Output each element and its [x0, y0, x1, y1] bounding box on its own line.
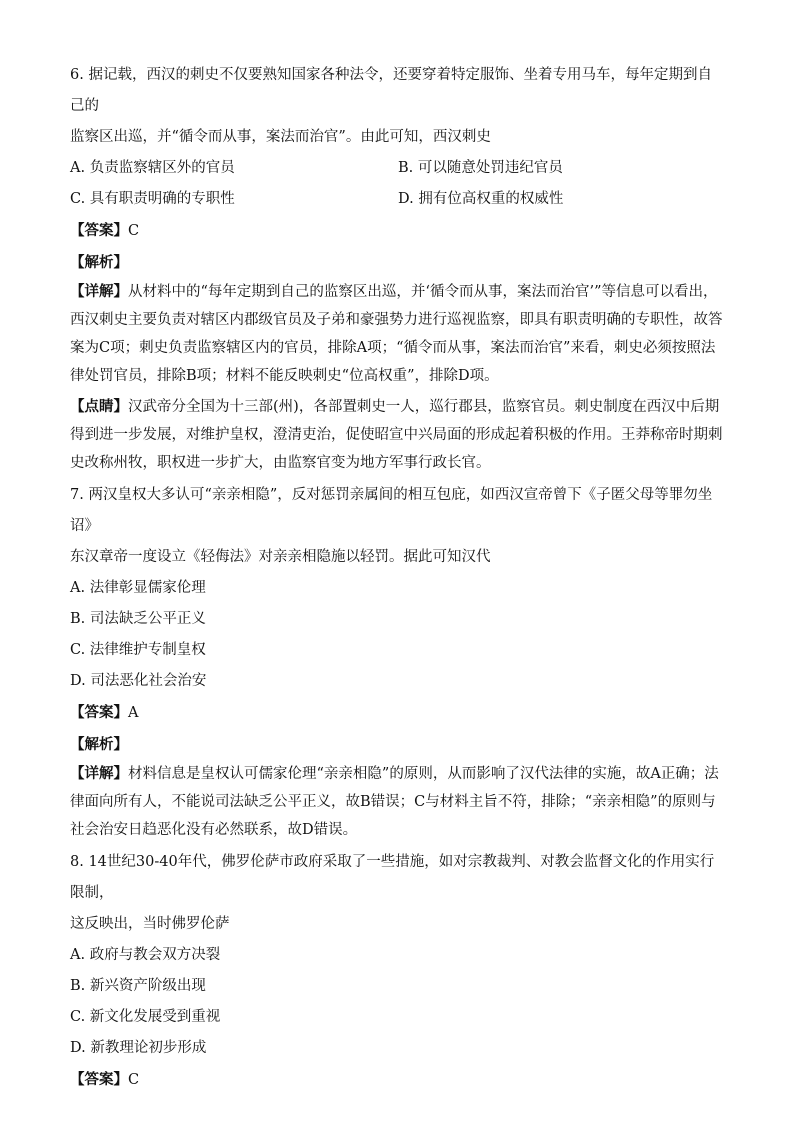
- q7-option-a: A. 法律彰显儒家伦理: [70, 580, 206, 596]
- q6-option-d: D. 拥有位高权重的权威性: [398, 191, 564, 207]
- q7-stem-line2: 东汉章帝一度设立《轻侮法》对亲亲相隐施以轻罚。据此可知汉代: [70, 549, 491, 565]
- q6-options-row2: [70, 184, 726, 215]
- detail-text: 材料信息是皇权认可儒家伦理“亲亲相隐”的原则，从而影响了汉代法律的实施，故A正确；法律面向所有人，不能说司法缺乏公平正义，故B错误；C与材料主旨不符，排除；“亲亲相隐”的原则与社会治安日趋恶化没有必然联系，故D错误。: [70, 766, 719, 838]
- q6-answer: [70, 215, 726, 247]
- q7-detail: [70, 760, 726, 844]
- q8-stem-line2: 这反映出，当时佛罗伦萨: [70, 916, 230, 932]
- detail-text: 从材料中的“每年定期到自己的监察区出巡，并‘循令而从事，案法而治官’”等信息可以看出，西汉刺史主要负责对辖区内郡级官员及子弟和豪强势力进行巡视监察，即具有职责明确的专职性，故答案为C项；刺史负责监察辖区内的官员，排除A项；“循令而从事，案法而治官”来看，刺史必须按照法律处罚官员，排除B项；材料不能反映刺史“位高权重”，排除D项。: [70, 284, 723, 384]
- q6-options-row1: [70, 153, 726, 184]
- document-page: [70, 60, 726, 1096]
- q7-option-b: B. 司法缺乏公平正义: [70, 611, 206, 627]
- q6-option-a: A. 负责监察辖区外的官员: [70, 160, 235, 176]
- answer-tag: 【答案】: [70, 704, 128, 721]
- q8-option-b: B. 新兴资产阶级出现: [70, 978, 206, 994]
- note-tag: 【点睛】: [70, 398, 128, 415]
- q6-note: [70, 393, 726, 477]
- q7-option-d: D. 司法恶化社会治安: [70, 673, 207, 689]
- q6-stem-line2: 监察区出巡，并“循令而从事，案法而治官”。由此可知，西汉刺史: [70, 129, 491, 145]
- q6-analysis-tag: 【解析】: [70, 254, 128, 271]
- answer-tag: 【答案】: [70, 222, 128, 239]
- q7-stem-line1: 7. 两汉皇权大多认可“亲亲相隐”，反对惩罚亲属间的相互包庇，如西汉宣帝曾下《子匿父母等罪勿坐诏》: [70, 487, 713, 534]
- answer-value: C: [128, 223, 140, 239]
- q6-option-c: C. 具有职责明确的专职性: [70, 191, 235, 207]
- q8-answer: [70, 1064, 726, 1096]
- q7-analysis-tag: 【解析】: [70, 736, 128, 753]
- answer-tag: 【答案】: [70, 1071, 128, 1088]
- q6-option-b: B. 可以随意处罚违纪官员: [398, 160, 563, 176]
- q8-option-a: A. 政府与教会双方决裂: [70, 947, 221, 963]
- q6-stem-line1: 6. 据记载，西汉的刺史不仅要熟知国家各种法令，还要穿着特定服饰、坐着专用马车，每年定期到自己的: [70, 67, 712, 114]
- answer-value: A: [128, 705, 139, 721]
- q7-answer: [70, 697, 726, 729]
- q8-option-c: C. 新文化发展受到重视: [70, 1009, 221, 1025]
- q8-stem-line1: 8. 14世纪30-40年代，佛罗伦萨市政府采取了一些措施，如对宗教裁判、对教会监督文化的作用实行限制，: [70, 854, 715, 901]
- note-text: 汉武帝分全国为十三部(州)，各部置刺史一人，巡行郡县，监察官员。刺史制度在西汉中后期得到进一步发展，对维护皇权，澄清吏治，促使昭宣中兴局面的形成起着积极的作用。王莽称帝时期刺史改称州牧，职权进一步扩大，由监察官变为地方军事行政长官。: [70, 399, 723, 471]
- detail-tag: 【详解】: [70, 765, 128, 782]
- q7-option-c: C. 法律维护专制皇权: [70, 642, 206, 658]
- q6-detail: [70, 278, 726, 390]
- q8-option-d: D. 新教理论初步形成: [70, 1040, 207, 1056]
- detail-tag: 【详解】: [70, 283, 128, 300]
- answer-value: C: [128, 1072, 140, 1088]
